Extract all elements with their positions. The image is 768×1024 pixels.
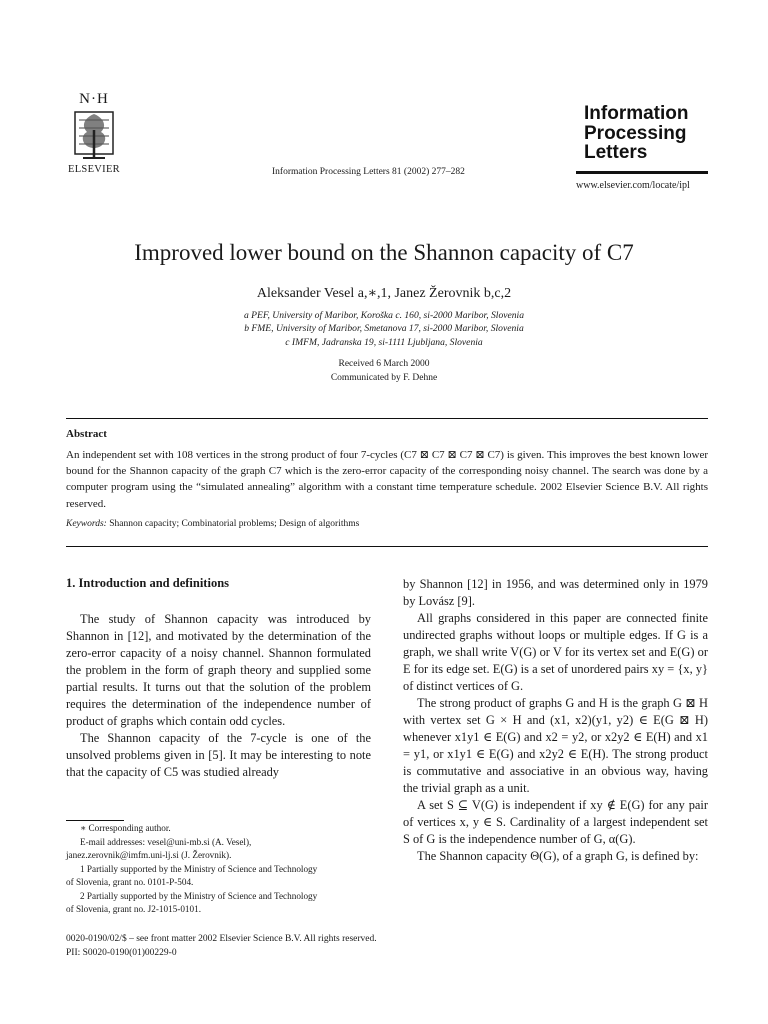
left-column (66, 611, 371, 781)
paragraph: by Shannon [12] in 1956, and was determined only in 1979 by Lovász [9]. (403, 577, 708, 608)
paragraph: The strong product of graphs G and H is the graph G ⊠ H with vertex set G × H and (x1, x2)(y1, y2) ∈ E(G ⊠ H) whenever x1y1 ∈ E(G) and x2 = y2, or x2y2 ∈ E(H) and x1 = y1, or x1y1 ∈ E(G) and x2y2 ∈ E(H). The strong product is commutative and associative in an obvious way, having the trivial graph as a unit. (403, 696, 708, 795)
front-matter-info (66, 933, 377, 960)
journal-brand-line: Processing (584, 122, 687, 144)
elsevier-tree-icon (69, 108, 119, 162)
right-column (403, 576, 708, 865)
affiliation-a: a PEF, University of Maribor, Koroška c. 160, si-2000 Maribor, Slovenia (243, 310, 525, 321)
keywords-label: Keywords: (66, 519, 107, 529)
abstract-top-rule (66, 418, 708, 419)
journal-brand (584, 104, 689, 163)
footnote: 1 Partially supported by the Ministry of Science and Technology (80, 863, 318, 874)
paragraph: The study of Shannon capacity was introduced by Shannon in [12], and motivated by the determination of the zero-error capacity of a noisy channel. Shannon formulated the problem in the form of graph theory and supplied some partial results. It turns out that the solution of the problem requires the determination of the independence number of product of graphs which contain odd cycles. (66, 612, 371, 728)
issn-line: 0020-0190/02/$ – see front matter 2002 Elsevier Science B.V. All rights reserved. (66, 934, 377, 944)
footnote: of Slovenia, grant no. 0101-P-504. (66, 877, 194, 887)
keywords (66, 519, 359, 529)
footnote: of Slovenia, grant no. J2-1015-0101. (66, 904, 201, 914)
paragraph: A set S ⊆ V(G) is independent if xy ∉ E(G) for any pair of vertices x, y ∈ S. Cardinality of a largest independent set S of G is the independence number of G, α(G). (403, 798, 708, 846)
paragraph: The Shannon capacity of the 7-cycle is one of the unsolved problems given in [5]. It may be interesting to note that the capacity of C5 was studied already (66, 731, 371, 779)
logo-monogram: N·H (79, 91, 109, 107)
abstract-bottom-rule (66, 546, 708, 547)
abstract-heading: Abstract (66, 428, 107, 440)
abstract-text: An independent set with 108 vertices in the strong product of four 7-cycles (C7 ⊠ C7 ⊠ C7 ⊠ C7) is given. This improves the best known lower bound for the Shannon capacity of the graph C7 which is the zero-error capacity of the corresponding noisy channel. The search was done by a computer program using the “simulated annealing” algorithm with a constant time temperature schedule. 2002 Elsevier Science B.V. All rights reserved. (66, 449, 708, 510)
publisher-name: ELSEVIER (68, 164, 120, 175)
footnote: janez.zerovnik@imfm.uni-lj.si (J. Žerovnik). (66, 850, 232, 860)
article-dates (0, 358, 768, 385)
section-heading: 1. Introduction and definitions (66, 576, 230, 590)
footnote: E-mail addresses: vesel@uni-mb.si (A. Vesel), (80, 836, 252, 847)
pii-line: PII: S0020-0190(01)00229-0 (66, 947, 177, 958)
journal-citation: Information Processing Letters 81 (2002) 277–282 (272, 167, 465, 177)
article-authors: Aleksander Vesel a,∗,1, Janez Žerovnik b,c,2 (256, 286, 512, 301)
journal-brand-line: Information (584, 103, 689, 124)
paragraph: All graphs considered in this paper are connected finite undirected graphs without loops or multiple edges. If G is a graph, we shall write V(G) or V for its vertex set and E(G) or E for its edge set. E(G) is a set of unordered pairs xy = {x, y} of distinct vertices of G. (403, 611, 708, 693)
publisher-logo (64, 92, 124, 175)
footnote-rule (66, 820, 124, 821)
keywords-list: Shannon capacity; Combinatorial problems; Design of algorithms (109, 519, 360, 529)
affiliation-b: b FME, University of Maribor, Smetanova 17, si-2000 Maribor, Slovenia (244, 323, 524, 334)
footnote: ∗ Corresponding author. (80, 823, 171, 833)
paragraph: The Shannon capacity Θ(G), of a graph G, is defined by: (417, 849, 699, 863)
communicated-by: Communicated by F. Dehne (330, 372, 438, 383)
journal-brand-line: Letters (584, 142, 648, 163)
journal-url[interactable]: www.elsevier.com/locate/ipl (576, 180, 690, 191)
brand-rule (576, 171, 708, 174)
article-title: Improved lower bound on the Shannon capacity of C7 (134, 240, 634, 265)
affiliation-c: c IMFM, Jadranska 19, si-1111 Ljubljana, Slovenia (285, 337, 483, 348)
footnote: 2 Partially supported by the Ministry of Science and Technology (80, 890, 318, 901)
received-date: Received 6 March 2000 (338, 359, 430, 369)
footnotes (66, 822, 371, 917)
